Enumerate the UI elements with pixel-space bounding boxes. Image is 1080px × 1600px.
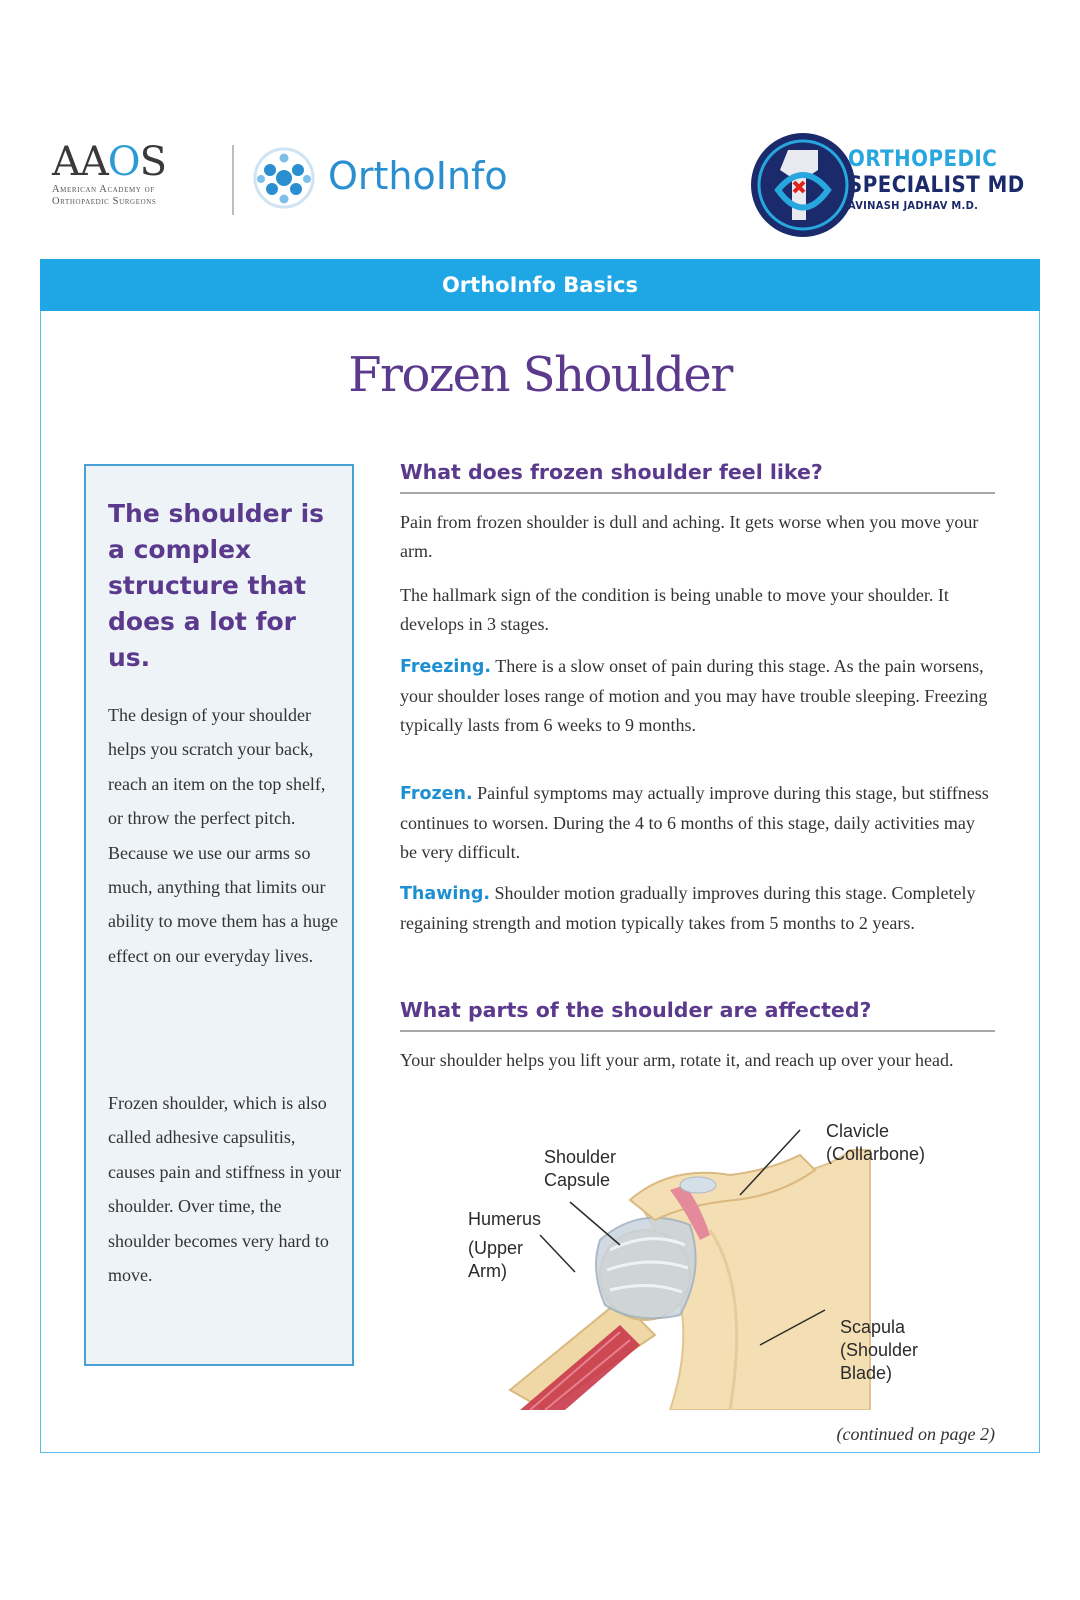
stage-text: Shoulder motion gradually improves during this stage. Completely regaining strength and motion typically takes from 5 months to 2 years. — [400, 883, 976, 933]
label-line: Scapula — [840, 1317, 906, 1337]
sidebar-paragraph: The design of your shoulder helps you scratch your back, reach an item on the top shelf, or throw the perfect pitch. Because we use our arms so much, anything that limits our ability to move them has a huge effect on our everyday lives. — [108, 705, 338, 966]
label-line: Blade) — [840, 1363, 893, 1383]
sidebar-box — [84, 464, 354, 1366]
orthoinfo-globe-icon — [252, 146, 316, 210]
label-line: Arm) — [468, 1261, 507, 1281]
label-line: (Collarbone) — [826, 1144, 926, 1164]
label-line: Humerus — [468, 1209, 542, 1229]
label-line: Shoulder — [544, 1147, 617, 1167]
continued-note: (continued on page 2) — [836, 1424, 995, 1444]
page-title: Frozen Shoulder — [348, 347, 732, 403]
stage-text: There is a slow onset of pain during this stage. As the pain worsens, your shoulder loses range of motion and you may have trouble sleeping. Freezing typically lasts from 6 weeks to 9 months. — [400, 656, 988, 735]
aaos-logo — [52, 140, 212, 220]
orthoinfo-wordmark: OrthoInfo — [328, 154, 508, 198]
specialist-logo-text — [848, 147, 1025, 213]
label-line: (Shoulder — [840, 1340, 919, 1360]
label-shoulder-capsule — [544, 1146, 616, 1192]
label-line: Clavicle — [826, 1121, 890, 1141]
stage-label: Freezing. — [400, 657, 492, 677]
section-heading-feel: What does frozen shoulder feel like? — [400, 460, 823, 484]
label-line: Capsule — [544, 1170, 611, 1190]
orthopedic-specialist-logo — [748, 130, 858, 240]
label-scapula — [840, 1316, 918, 1385]
stage-freezing — [400, 652, 995, 740]
aaos-subtitle-line1: American Academy of — [52, 184, 155, 195]
body-paragraph: Your shoulder helps you lift your arm, rotate it, and reach up over your head. — [400, 1050, 954, 1070]
stage-frozen — [400, 779, 995, 867]
specialist-line2: SPECIALIST MD — [848, 173, 1025, 198]
stage-label: Frozen. — [400, 784, 473, 804]
label-humerus — [468, 1208, 541, 1283]
stage-thawing — [400, 879, 995, 938]
aaos-wordmark: AAOS — [52, 139, 166, 185]
label-line: (Upper — [468, 1238, 524, 1258]
stage-label: Thawing. — [400, 884, 491, 904]
body-paragraph: Pain from frozen shoulder is dull and aching. It gets worse when you move your arm. — [400, 512, 979, 561]
stage-text: Painful symptoms may actually improve during this stage, but stiffness continues to worsen. During the 4 to 6 months of this stage, daily activities may be very difficult. — [400, 783, 989, 862]
section-divider — [400, 1030, 995, 1032]
specialist-line3: AVINASH JADHAV M.D. — [848, 199, 979, 212]
sidebar-paragraph: Frozen shoulder, which is also called adhesive capsulitis, causes pain and stiffness in your shoulder. Over time, the shoulder becomes very hard to move. — [108, 1093, 342, 1286]
logo-divider — [232, 145, 234, 215]
specialist-line1: ORTHOPEDIC — [848, 147, 998, 172]
orthoinfo-basics-banner: OrthoInfo Basics — [40, 259, 1040, 311]
section-heading-affected: What parts of the shoulder are affected? — [400, 998, 872, 1022]
aaos-subtitle-line2: Orthopaedic Surgeons — [52, 196, 157, 207]
sidebar-heading: The shoulder is a complex structure that does a lot for us. — [108, 499, 325, 672]
label-clavicle — [826, 1120, 925, 1166]
body-paragraph: The hallmark sign of the condition is being unable to move your shoulder. It develops in 3 stages. — [400, 585, 949, 634]
section-divider — [400, 492, 995, 494]
